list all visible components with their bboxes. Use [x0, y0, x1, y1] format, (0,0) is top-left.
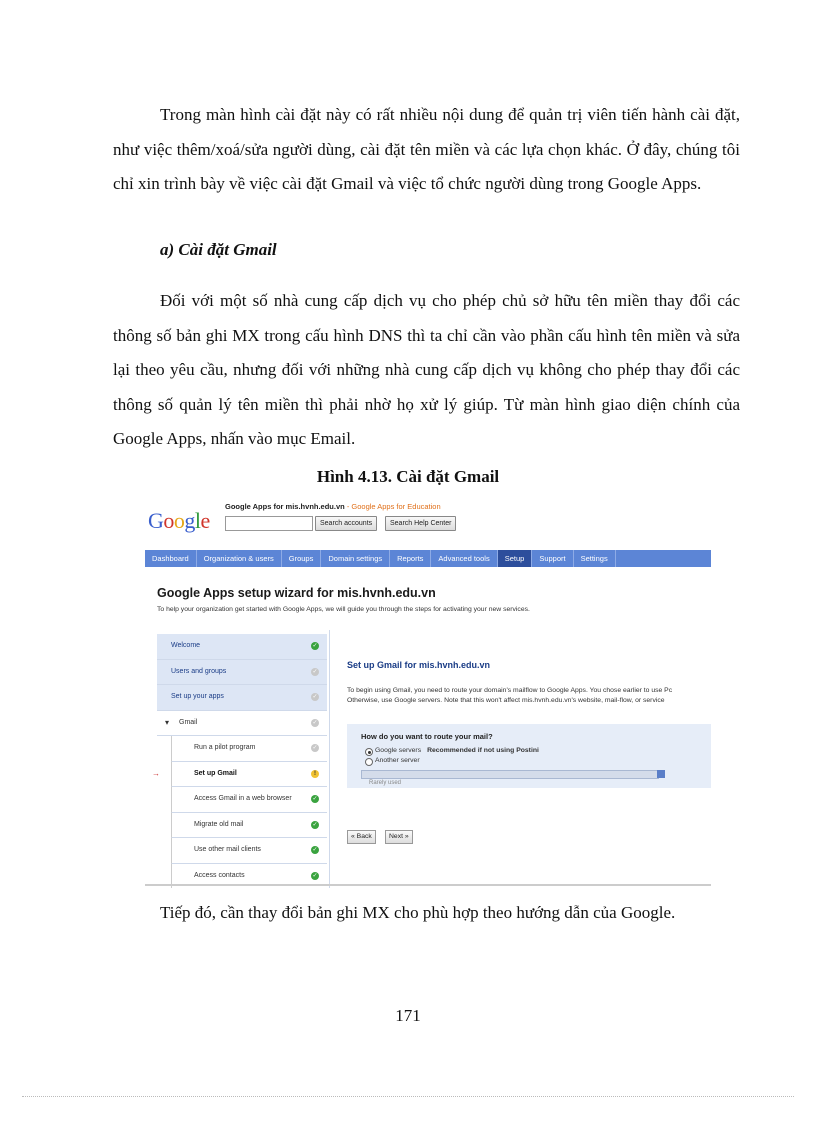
tab-support[interactable]: Support: [532, 550, 573, 567]
rarely-used-label: Rarely used: [369, 780, 402, 786]
another-server-label: Another server: [375, 757, 420, 764]
tab-groups[interactable]: Groups: [282, 550, 322, 567]
page-number: 171: [395, 1006, 421, 1025]
pending-icon: ✓: [312, 719, 318, 726]
sidebar-item-web-browser[interactable]: Access Gmail in a web browser ✓: [171, 787, 327, 813]
help-icon[interactable]: [657, 770, 665, 778]
sidebar-item-welcome[interactable]: Welcome ✓: [157, 634, 327, 660]
another-server-radio[interactable]: [365, 758, 373, 766]
search-help-button[interactable]: Search Help Center: [385, 516, 456, 531]
google-servers-label: Google servers Recommended if not using Postini: [375, 747, 539, 754]
next-button[interactable]: Next »: [385, 830, 413, 844]
sidebar-item-mail-clients[interactable]: Use other mail clients ✓: [171, 838, 327, 864]
top-nav: [145, 550, 711, 567]
pending-icon: ✓: [312, 668, 318, 675]
sidebar-item-users-groups[interactable]: Users and groups ✓: [157, 660, 327, 686]
wizard-subtitle: To help your organization get started with Google Apps, we will guide you through the steps for activating your new services.: [157, 606, 530, 613]
figure-caption: Hình 4.13. Cài đặt Gmail: [316, 467, 500, 486]
gmail-setup-text: To begin using Gmail, you need to route your domain's mailflow to Google Apps. You chose earlier to use Pc Otherwise, use Google servers. Note that this won't affect mis.hvnh.edu.vn's website, mail-flow, or service: [347, 687, 673, 704]
paragraph-2: Đối với một số nhà cung cấp dịch vụ cho phép chủ sở hữu tên miền thay đổi các thông số bản ghi MX trong cấu hình DNS thì ta chỉ cần vào phần cấu hình tên miền và sửa lại theo yêu cầu, nhưng đối với những nhà cung cấp dịch vụ không cho phép thay đổi các thông số quản lý tên miền thì phải nhờ họ xử lý giúp. Từ màn hình giao diện chính của Google Apps, nhấn vào mục Email.: [113, 291, 740, 448]
gmail-setup-title: Set up Gmail for mis.hvnh.edu.vn: [347, 660, 491, 670]
google-servers-radio[interactable]: [365, 748, 373, 756]
check-icon: ✓: [312, 872, 318, 879]
wizard-title: Google Apps setup wizard for mis.hvnh.edu.vn: [157, 586, 436, 600]
check-icon: ✓: [312, 643, 318, 649]
server-field[interactable]: [361, 770, 659, 779]
search-accounts-button[interactable]: Search accounts: [315, 516, 377, 531]
routing-question: How do you want to route your mail?: [361, 732, 493, 741]
tab-setup[interactable]: Setup: [498, 550, 533, 567]
apps-title: Google Apps for mis.hvnh.edu.vn - Google Apps for Education: [225, 502, 441, 511]
google-logo: Google: [148, 508, 210, 533]
search-input[interactable]: [225, 516, 313, 531]
tab-advanced-tools[interactable]: Advanced tools: [431, 550, 497, 567]
sidebar-item-set-up-gmail[interactable]: → Set up Gmail !: [171, 762, 327, 788]
sidebar-item-migrate-mail[interactable]: Migrate old mail ✓: [171, 813, 327, 839]
check-icon: ✓: [312, 847, 318, 853]
wizard-main: [329, 630, 711, 888]
page-bottom-divider: [22, 1096, 794, 1097]
paragraph-3: Tiếp đó, cần thay đổi bản ghi MX cho phù hợp theo hướng dẫn của Google.: [160, 903, 676, 922]
sidebar-item-set-up-apps[interactable]: Set up your apps ✓: [157, 685, 327, 711]
pending-icon: ✓: [312, 694, 318, 700]
check-icon: ✓: [312, 796, 318, 802]
figure-bottom-rule: [145, 884, 711, 886]
wizard-sidebar: [152, 634, 327, 888]
sidebar-item-gmail[interactable]: ▾ Gmail ✓: [157, 711, 327, 737]
tab-dashboard[interactable]: Dashboard: [145, 550, 197, 567]
sidebar-item-contacts[interactable]: Access contacts ✓: [171, 864, 327, 889]
google-apps-screenshot: [145, 500, 711, 888]
sidebar-item-pilot[interactable]: Run a pilot program ✓: [171, 736, 327, 762]
check-icon: ✓: [312, 821, 318, 828]
current-step-arrow-icon: →: [152, 768, 160, 778]
in-progress-icon: !: [311, 770, 319, 778]
tab-reports[interactable]: Reports: [390, 550, 431, 567]
pending-icon: ✓: [312, 745, 318, 751]
tab-settings[interactable]: Settings: [574, 550, 616, 567]
back-button[interactable]: « Back: [347, 830, 376, 844]
paragraph-1: Trong màn hình cài đặt này có rất nhiều nội dung để quản trị viên tiến hành cài đặt, như việc thêm/xoá/sửa người dùng, cài đặt tên miền và các lựa chọn khác. Ở đây, chúng tôi chỉ xin trình bày về việc cài đặt Gmail và việc tổ chức người dùng trong Google Apps.: [113, 105, 740, 193]
routing-panel: [347, 724, 711, 788]
expand-triangle-icon: ▾: [165, 717, 170, 727]
tab-domain-settings[interactable]: Domain settings: [321, 550, 390, 567]
tab-organization-users[interactable]: Organization & users: [197, 550, 282, 567]
section-heading: a) Cài đặt Gmail: [160, 240, 277, 259]
